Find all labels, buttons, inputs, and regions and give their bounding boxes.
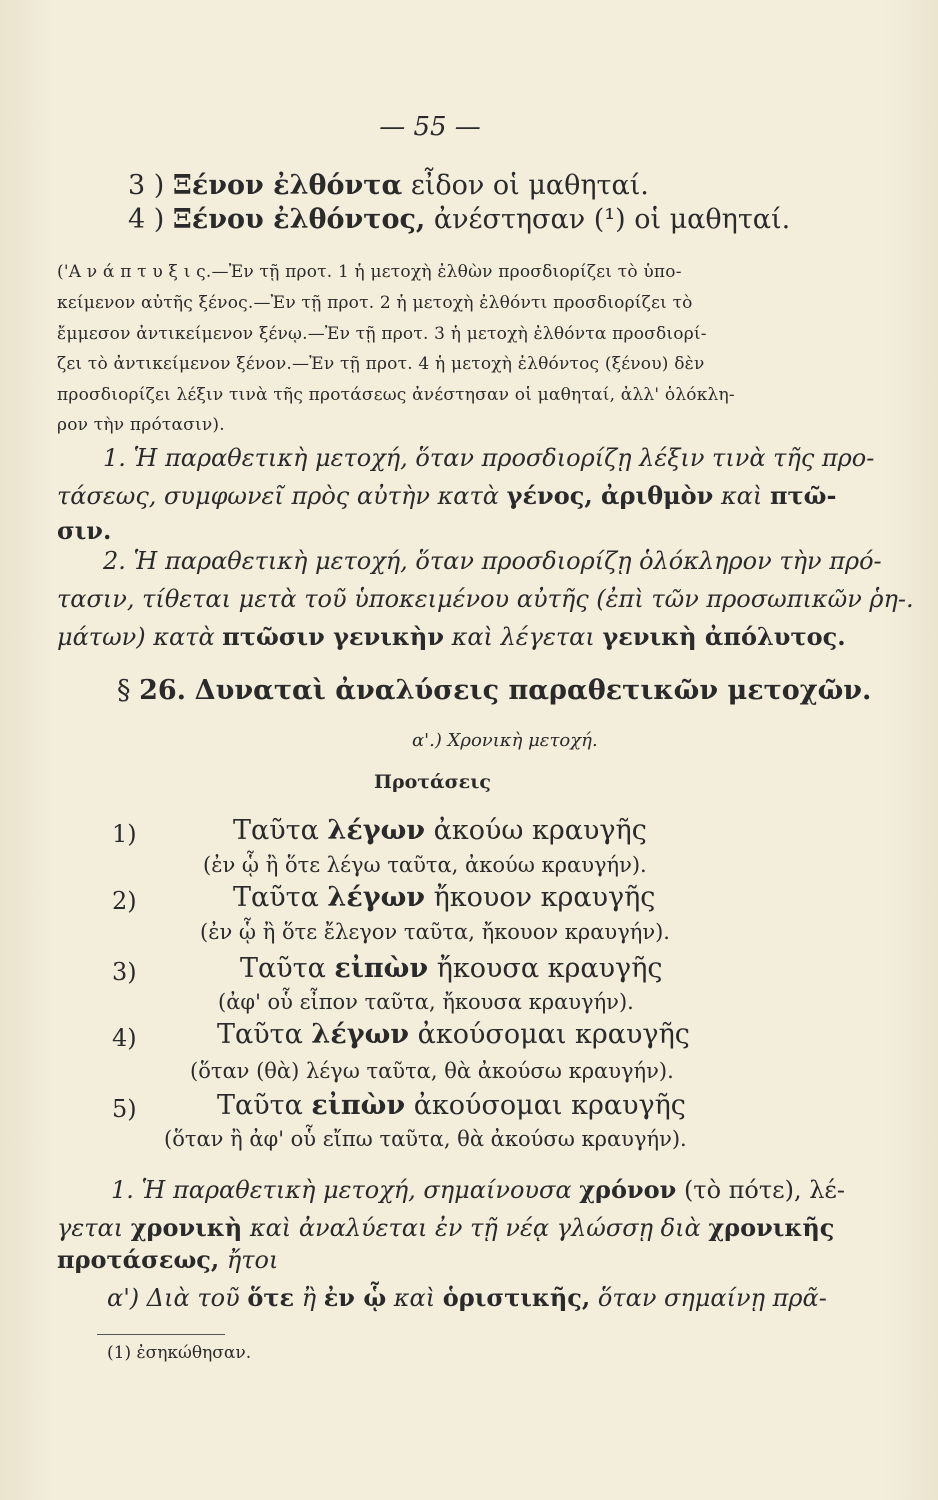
rule-bold: πτῶ- xyxy=(769,481,837,510)
sentence-participle: λέγων xyxy=(327,815,426,846)
final-bold: χρονικῆς xyxy=(708,1213,835,1242)
footnote-divider xyxy=(97,1334,225,1335)
section-sign: § xyxy=(117,675,131,706)
final-text: γεται xyxy=(57,1214,131,1242)
sentence-text: ἤκουον κραυγῆς xyxy=(425,882,656,913)
footnote: (1) ἐσηκώθησαν. xyxy=(107,1343,252,1363)
example-3 xyxy=(128,170,649,201)
sentence-text: Ταῦτα xyxy=(240,953,335,984)
sentence-number: 3) xyxy=(112,958,137,986)
final-bold: ἐν ᾧ xyxy=(323,1283,387,1312)
final-bold: χρόνον xyxy=(579,1175,677,1204)
sentence-participle: εἰπὼν xyxy=(334,953,429,984)
rule-2-line-2: τασιν, τίθεται μετὰ τοῦ ὑποκειμένου αὐτῆς (ἐπὶ τῶν προσωπικῶν ῥη-. xyxy=(57,585,914,613)
analysis-line: ('Α ν ά π τ υ ξ ι ς.—Ἐν τῇ προτ. 1 ἡ μετοχὴ ἐλθὼν προσδιορίζει τὸ ὑπο- xyxy=(57,262,682,282)
final-text: καὶ xyxy=(386,1284,443,1312)
rule-text: καὶ λέγεται xyxy=(443,623,603,651)
analysis-line: προσδιορίζει λέξιν τινὰ τῆς προτάσεως ἀνέστησαν οἱ μαθηταί, ἀλλ' ὁλόκλη- xyxy=(57,385,735,405)
sentence-number: 4) xyxy=(112,1024,137,1052)
final-text: (τὸ πότε), λέ- xyxy=(676,1176,845,1204)
sentence-main xyxy=(217,1019,690,1050)
sentence-paraphrase: (ὅταν (θὰ) λέγω ταῦτα, θὰ ἀκούσω κραυγήν). xyxy=(190,1059,674,1083)
rule-2-line-3 xyxy=(57,622,846,651)
final-line-4 xyxy=(107,1283,827,1312)
rule-2-line-1: 2. Ἡ παραθετικὴ μετοχή, ὅταν προσδιορίζῃ ὁλόκληρον τὴν πρό- xyxy=(103,547,882,575)
final-text: α') Διὰ τοῦ xyxy=(107,1284,248,1312)
section-heading xyxy=(117,675,871,706)
sentence-text: ἀκούσομαι κραυγῆς xyxy=(409,1019,690,1050)
sentence-main xyxy=(233,882,655,913)
sentence-participle: λέγων xyxy=(327,882,426,913)
sentence-paraphrase: (ἐν ᾧ ἢ ὅτε ἔλεγον ταῦτα, ἤκουον κραυγήν). xyxy=(200,920,670,944)
example-4 xyxy=(128,204,790,235)
sentence-paraphrase: (ἀφ' οὗ εἶπον ταῦτα, ἤκουσα κραυγήν). xyxy=(218,990,634,1014)
rule-1-line-2 xyxy=(57,481,836,510)
example-text: εἶδον οἱ μαθηταί. xyxy=(402,170,649,201)
sentence-number: 2) xyxy=(112,887,137,915)
sentence-number: 1) xyxy=(112,820,137,848)
sentence-text: ἀκούω κραυγῆς xyxy=(425,815,647,846)
sentence-number: 5) xyxy=(112,1095,137,1123)
sentence-paraphrase: (ἐν ᾧ ἢ ὅτε λέγω ταῦτα, ἀκούω κραυγήν). xyxy=(203,853,647,877)
sentence-text: Ταῦτα xyxy=(217,1090,312,1121)
sentence-text: Ταῦτα xyxy=(233,882,328,913)
example-text: ἀνέστησαν (¹) οἱ μαθηταί. xyxy=(425,204,791,235)
example-number: 3 ) xyxy=(128,170,165,201)
sentence-paraphrase: (ὅταν ἢ ἀφ' οὗ εἴπω ταῦτα, θὰ ἀκούσω κραυγήν). xyxy=(164,1127,687,1151)
sentence-main xyxy=(240,953,663,984)
sentence-participle: λέγων xyxy=(311,1019,410,1050)
sentence-text: Ταῦτα xyxy=(233,815,328,846)
final-text: καὶ ἀναλύεται ἐν τῇ νέᾳ γλώσσῃ διὰ xyxy=(242,1214,709,1242)
sentence-text: ἤκουσα κραυγῆς xyxy=(428,953,663,984)
sentences-heading: Προτάσεις xyxy=(374,771,491,793)
final-line-2 xyxy=(57,1213,834,1242)
subsection-title: α'.) Χρονικὴ μετοχή. xyxy=(412,730,598,751)
final-text: ὅταν σημαίνῃ πρᾶ- xyxy=(590,1284,827,1312)
final-line-3 xyxy=(57,1245,278,1274)
rule-text: καὶ xyxy=(713,482,770,510)
rule-bold: γένος, ἀριθμὸν xyxy=(506,481,714,510)
final-bold: προτάσεως, xyxy=(57,1245,220,1274)
rule-text: μάτων) κατὰ xyxy=(57,623,223,651)
analysis-line: κείμενον αὐτῆς ξένος.—Ἐν τῇ προτ. 2 ἡ μετοχὴ ἐλθόντι προσδιορίζει τὸ xyxy=(57,293,693,313)
sentence-text: ἀκούσομαι κραυγῆς xyxy=(405,1090,686,1121)
final-text: ἤτοι xyxy=(219,1246,279,1274)
rule-bold: πτῶσιν γενικὴν xyxy=(222,622,444,651)
analysis-line: ζει τὸ ἀντικείμενον ξένον.—Ἐν τῇ προτ. 4 ἡ μετοχὴ ἐλθόντος (ξένου) δὲν xyxy=(57,354,705,374)
analysis-line: ἔμμεσον ἀντικείμενον ξένῳ.—Ἐν τῇ προτ. 3 ἡ μετοχὴ ἐλθόντα προσδιορί- xyxy=(57,324,707,344)
example-bold: Ξένου ἐλθόντος, xyxy=(172,204,426,235)
sentence-main xyxy=(233,815,647,846)
sentence-participle: εἰπὼν xyxy=(311,1090,406,1121)
section-title: Δυναταὶ ἀναλύσεις παραθετικῶν μετοχῶν. xyxy=(194,675,872,706)
final-bold: χρονικὴ xyxy=(130,1213,243,1242)
rule-1-line-1: 1. Ἡ παραθετικὴ μετοχή, ὅταν προσδιορίζῃ λέξιν τινὰ τῆς προ- xyxy=(103,444,875,472)
final-line-1 xyxy=(111,1175,845,1204)
final-bold: ὁριστικῆς, xyxy=(442,1283,591,1312)
example-bold: Ξένον ἐλθόντα xyxy=(172,170,403,201)
sentence-text: Ταῦτα xyxy=(217,1019,312,1050)
section-number: 26. xyxy=(139,675,187,706)
final-text: ἢ xyxy=(294,1284,324,1312)
page-number: — 55 — xyxy=(379,112,481,142)
rule-bold: γενικὴ ἀπόλυτος. xyxy=(602,622,846,651)
example-number: 4 ) xyxy=(128,204,165,235)
final-text: 1. Ἡ παραθετικὴ μετοχή, σημαίνουσα xyxy=(111,1176,580,1204)
sentence-main xyxy=(217,1090,686,1121)
rule-text: τάσεως, συμφωνεῖ πρὸς αὐτὴν κατὰ xyxy=(57,482,507,510)
analysis-line: ρον τὴν πρότασιν). xyxy=(57,415,225,435)
rule-1-line-3: σιν. xyxy=(57,516,112,545)
final-bold: ὅτε xyxy=(247,1283,295,1312)
